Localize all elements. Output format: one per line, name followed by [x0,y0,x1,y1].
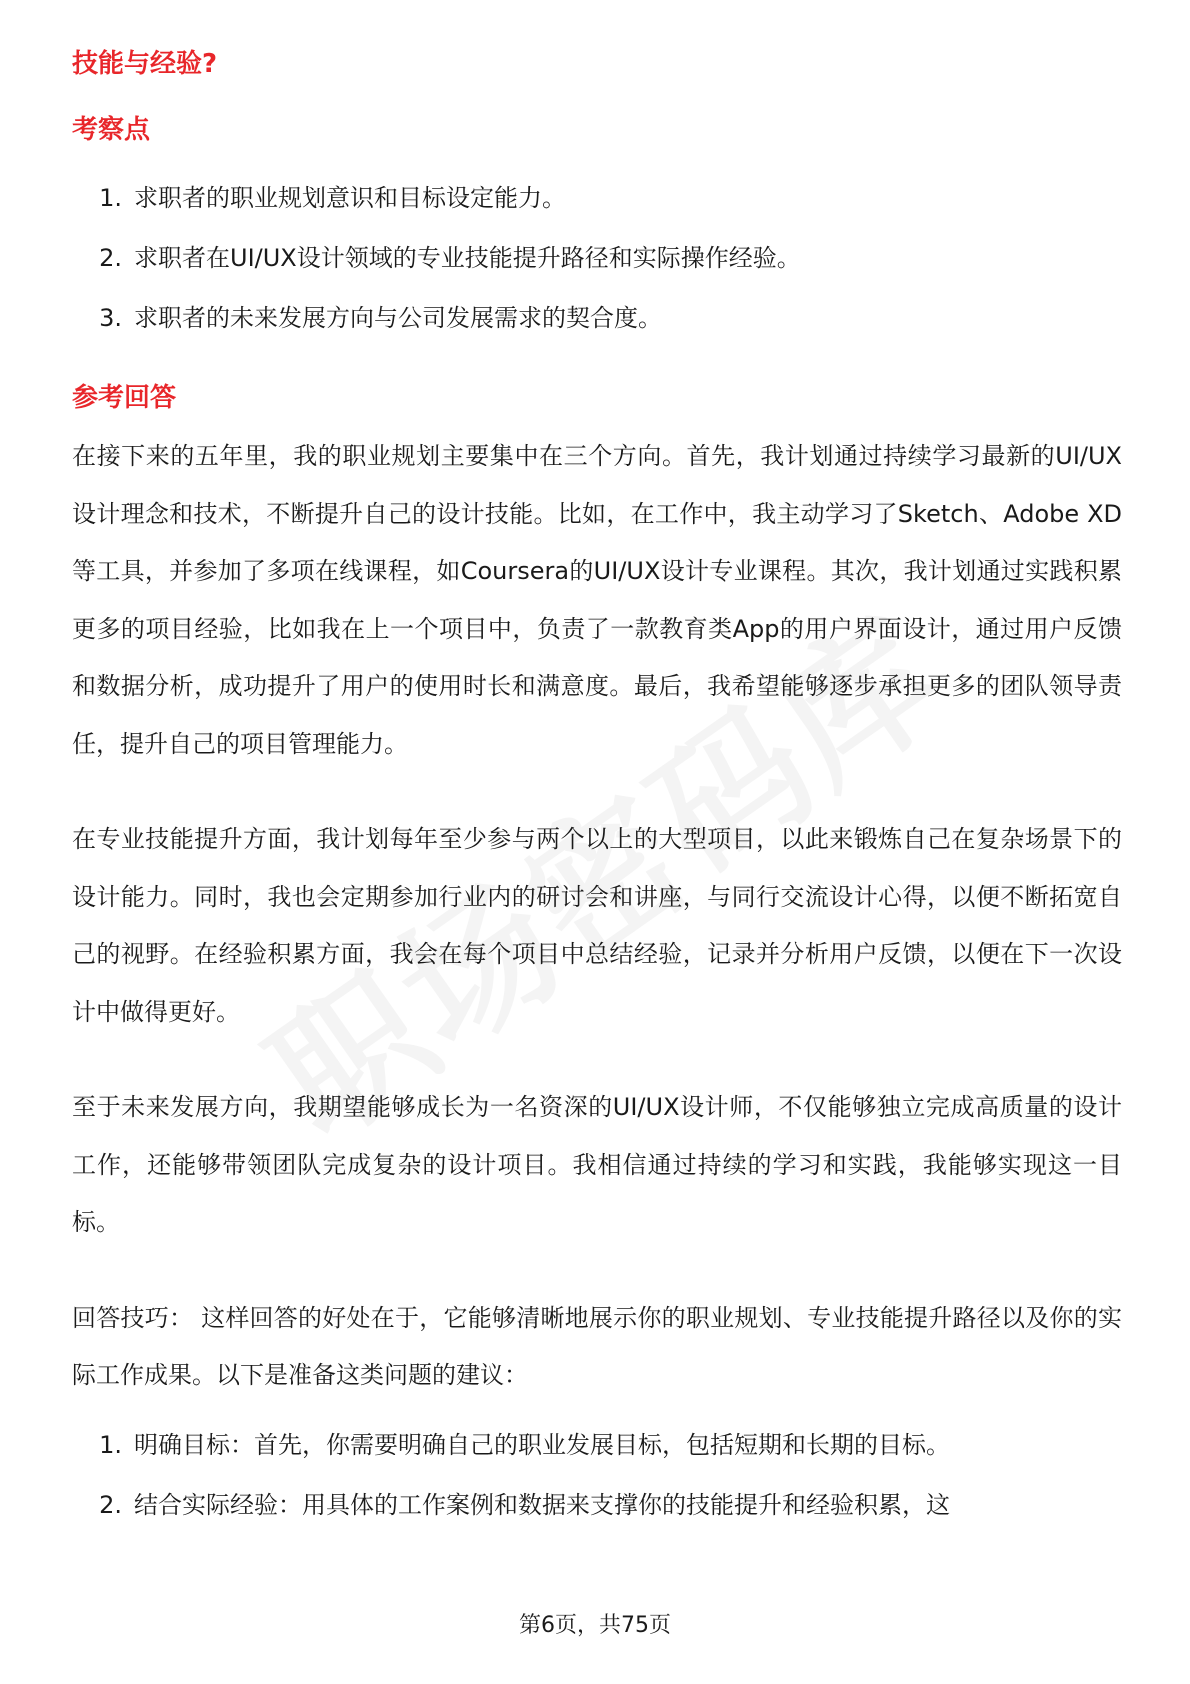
answer-paragraph: 在专业技能提升方面，我计划每年至少参与两个以上的大型项目，以此来锻炼自己在复杂场景下的设计能力。同时，我也会定期参加行业内的研讨会和讲座，与同行交流设计心得，以便不断拓宽自己的视野。在经验积累方面，我会在每个项目中总结经验，记录并分析用户反馈，以便在下一次设计中做得更好。 [72,825,1122,1026]
list-number: 1. [99,1430,122,1459]
answer-paragraph: 在接下来的五年里，我的职业规划主要集中在三个方向。首先，我计划通过持续学习最新的UI/UX设计理念和技术，不断提升自己的设计技能。比如，在工作中，我主动学习了Sketch、Adobe XD等工具，并参加了多项在线课程，如Coursera的UI/UX设计专业课程。其次，我计划通过实践积累更多的项目经验，比如我在上一个项目中，负责了一款教育类App的用户界面设计，通过用户反馈和数据分析，成功提升了用户的使用时长和满意度。最后，我希望能够逐步承担更多的团队领导责任，提升自己的项目管理能力。 [72,442,1122,758]
page-content [72,44,1122,1535]
list-item [72,228,1122,288]
page-number: 第6页，共75页 [519,1613,671,1638]
list-text: 结合实际经验：用具体的工作案例和数据来支撑你的技能提升和经验积累，这 [134,1490,950,1519]
points-title: 考察点 [72,115,151,145]
list-text: 求职者的未来发展方向与公司发展需求的契合度。 [134,304,662,332]
answer-title: 参考回答 [72,383,177,413]
tips-list [72,1415,1122,1535]
points-list [72,168,1122,348]
list-number: 2. [99,1490,122,1519]
list-text: 求职者的职业规划意识和目标设定能力。 [134,184,566,212]
list-number: 2. [99,244,122,272]
tips-intro-paragraph: 回答技巧： 这样回答的好处在于，它能够清晰地展示你的职业规划、专业技能提升路径以及你的实际工作成果。以下是准备这类问题的建议： [72,1303,1122,1389]
list-item [72,288,1122,348]
list-number: 3. [99,304,122,332]
list-item [72,1475,1122,1535]
answer-paragraph: 至于未来发展方向，我期望能够成长为一名资深的UI/UX设计师，不仅能够独立完成高质量的设计工作，还能够带领团队完成复杂的设计项目。我相信通过持续的学习和实践，我能够实现这一目标。 [72,1093,1122,1236]
question-title: 技能与经验? [72,49,218,79]
list-item [72,168,1122,228]
list-text: 求职者在UI/UX设计领域的专业技能提升路径和实际操作经验。 [134,244,801,272]
list-item [72,1415,1122,1475]
list-text: 明确目标：首先，你需要明确自己的职业发展目标，包括短期和长期的目标。 [134,1430,950,1459]
list-number: 1. [99,184,122,212]
